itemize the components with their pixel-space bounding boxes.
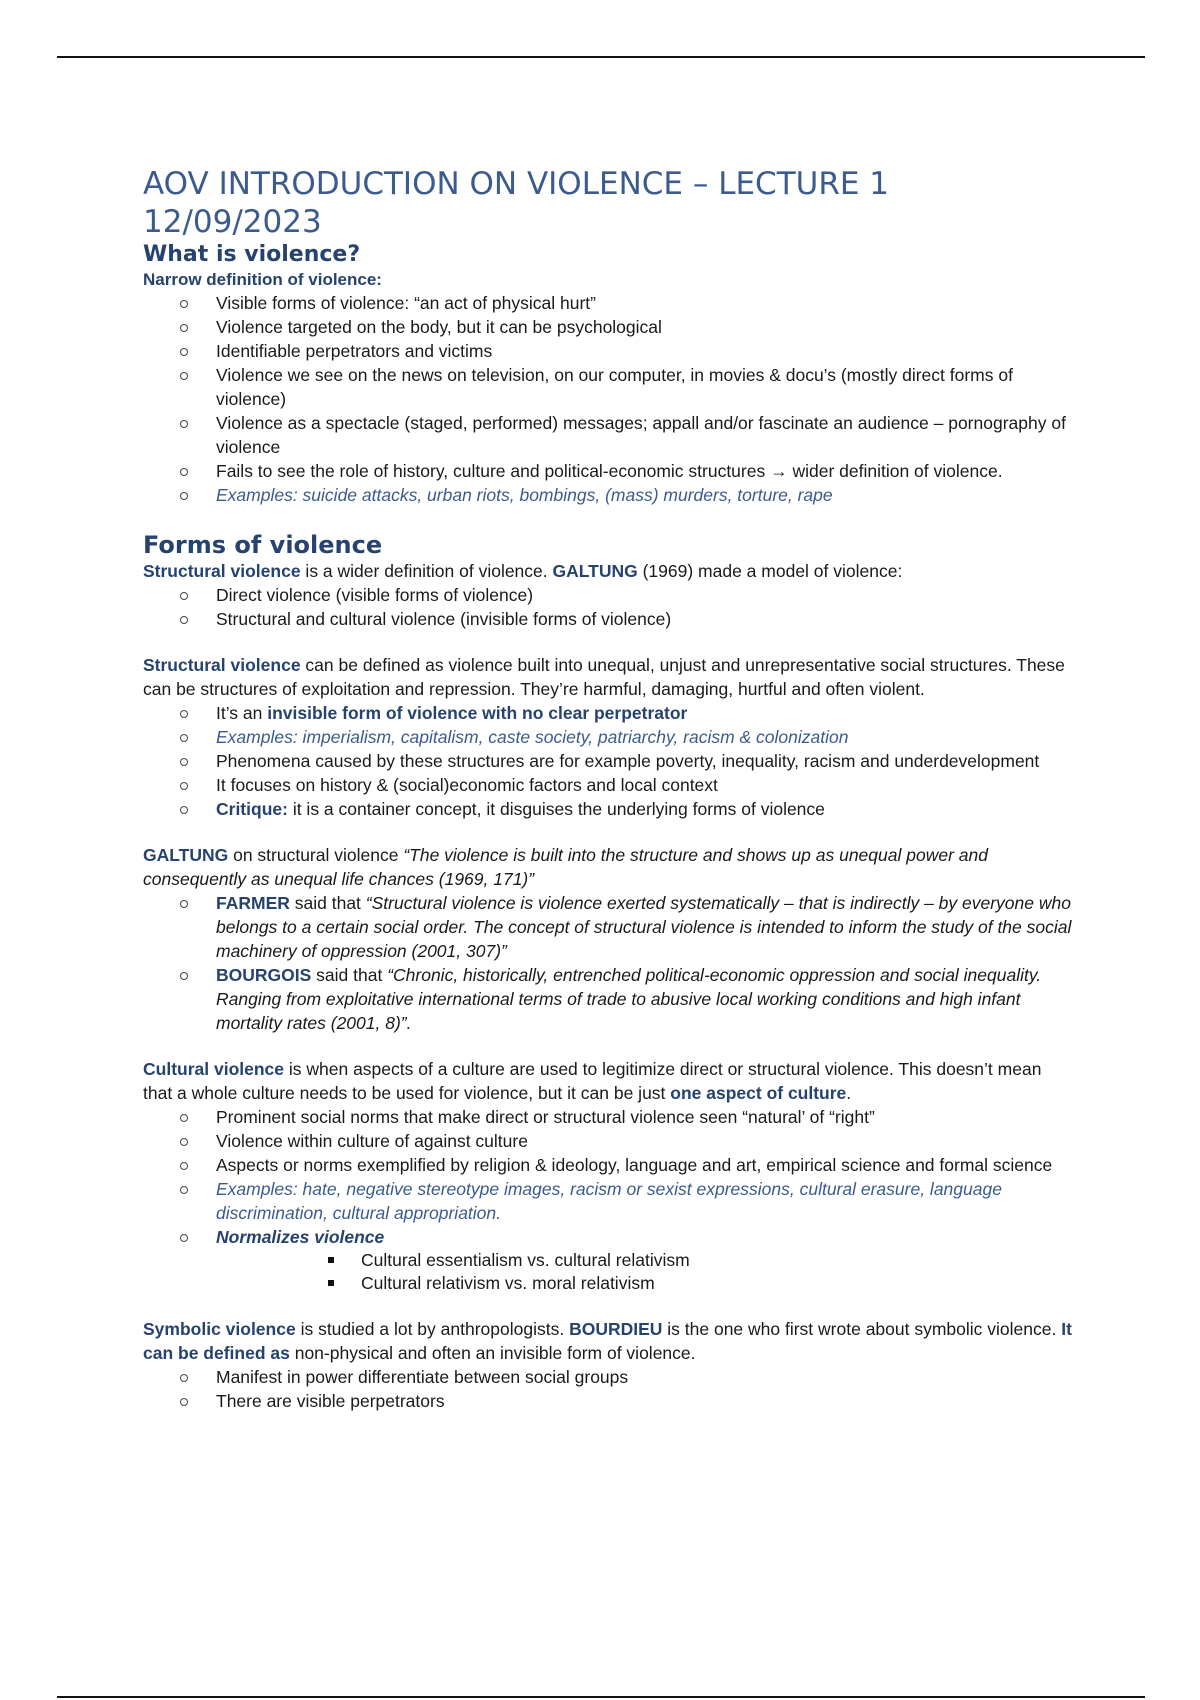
list-item: Prominent social norms that make direct or structural violence seen “natural’ of “right” bbox=[216, 1105, 1073, 1129]
paragraph-structural-intro: Structural violence is a wider definition of violence. GALTUNG (1969) made a model of violence: bbox=[143, 561, 903, 581]
header-rule bbox=[57, 56, 1145, 58]
paragraph-symbolic-violence: Symbolic violence is studied a lot by anthropologists. BOURDIEU is the one who first wrote about symbolic violence. It can be defined as non-physical and often an invisible form of violence. bbox=[143, 1319, 1072, 1363]
list-item-normalizes: Normalizes violence bbox=[216, 1225, 1073, 1249]
galtung-model-list bbox=[143, 583, 1073, 631]
list-item: It focuses on history & (social)economic factors and local context bbox=[216, 773, 1073, 797]
symbolic-violence-list bbox=[143, 1365, 1073, 1413]
document-page bbox=[143, 165, 1073, 1413]
footer-rule bbox=[57, 1696, 1145, 1698]
list-item: Structural and cultural violence (invisible forms of violence) bbox=[216, 607, 1073, 631]
list-item: Aspects or norms exemplified by religion & ideology, language and art, empirical science and formal science bbox=[216, 1153, 1073, 1177]
list-item: Manifest in power differentiate between social groups bbox=[216, 1365, 1073, 1389]
cultural-violence-list bbox=[143, 1105, 1073, 1249]
heading-forms-of-violence: Forms of violence bbox=[143, 531, 383, 559]
list-item: Phenomena caused by these structures are for example poverty, inequality, racism and underdevelopment bbox=[216, 749, 1073, 773]
list-item: Direct violence (visible forms of violence) bbox=[216, 583, 1073, 607]
document-title: AOV INTRODUCTION ON VIOLENCE – LECTURE 1 12/09/2023 bbox=[143, 166, 890, 240]
list-item-farmer: FARMER said that “Structural violence is violence exerted systematically – that is indirectly – by everyone who belongs to a certain social order. The concept of structural violence is intended to inform the study of the social machinery of oppression (2001, 307)” bbox=[216, 893, 1072, 961]
quotes-list bbox=[143, 891, 1073, 1035]
relativism-sublist bbox=[143, 1249, 1073, 1295]
sub-list-item: Cultural relativism vs. moral relativism bbox=[361, 1272, 1073, 1295]
list-item-bourgois: BOURGOIS said that “Chronic, historically, entrenched political-economic oppression and social inequality. Ranging from exploitative international terms of trade to abusive local working conditions and high infant mortality rates (2001, 8)”. bbox=[216, 963, 1073, 1035]
list-item: Violence we see on the news on television, on our computer, in movies & docu’s (mostly direct forms of violence) bbox=[216, 363, 1073, 411]
sub-list-item: Cultural essentialism vs. cultural relativism bbox=[361, 1249, 1073, 1272]
list-item: Violence within culture of against culture bbox=[216, 1129, 1073, 1153]
list-item: It’s an invisible form of violence with no clear perpetrator bbox=[216, 701, 1073, 725]
list-item: Identifiable perpetrators and victims bbox=[216, 339, 1073, 363]
subheading-narrow-definition: Narrow definition of violence: bbox=[143, 270, 382, 289]
paragraph-structural-violence: Structural violence can be defined as violence built into unequal, unjust and unrepresentative social structures. These can be structures of exploitation and repression. They’re harmful, damaging, hurtful and often violent. bbox=[143, 655, 1065, 699]
paragraph-cultural-violence: Cultural violence is when aspects of a culture are used to legitimize direct or structural violence. This doesn’t mean that a whole culture needs to be used for violence, but it can be just one aspect of culture. bbox=[143, 1059, 1042, 1103]
list-item: There are visible perpetrators bbox=[216, 1389, 1073, 1413]
narrow-definition-list bbox=[143, 291, 1073, 507]
paragraph-galtung-quote: GALTUNG on structural violence “The violence is built into the structure and shows up as unequal power and consequently as unequal life chances (1969, 171)” bbox=[143, 845, 988, 889]
list-item: Violence as a spectacle (staged, performed) messages; appall and/or fascinate an audience – pornography of violence bbox=[216, 411, 1073, 459]
list-item-examples: Examples: imperialism, capitalism, caste society, patriarchy, racism & colonization bbox=[216, 725, 1073, 749]
list-item: Fails to see the role of history, culture and political-economic structures → wider definition of violence. bbox=[216, 459, 1073, 483]
list-item: Visible forms of violence: “an act of physical hurt” bbox=[216, 291, 1073, 315]
list-item-examples: Examples: suicide attacks, urban riots, bombings, (mass) murders, torture, rape bbox=[216, 483, 1073, 507]
list-item: Critique: it is a container concept, it disguises the underlying forms of violence bbox=[216, 797, 1073, 821]
list-item: Violence targeted on the body, but it can be psychological bbox=[216, 315, 1073, 339]
structural-violence-list bbox=[143, 701, 1073, 821]
list-item-examples: Examples: hate, negative stereotype images, racism or sexist expressions, cultural erasure, language discrimination, cultural appropriation. bbox=[216, 1177, 1073, 1225]
heading-what-is-violence: What is violence? bbox=[143, 242, 361, 267]
